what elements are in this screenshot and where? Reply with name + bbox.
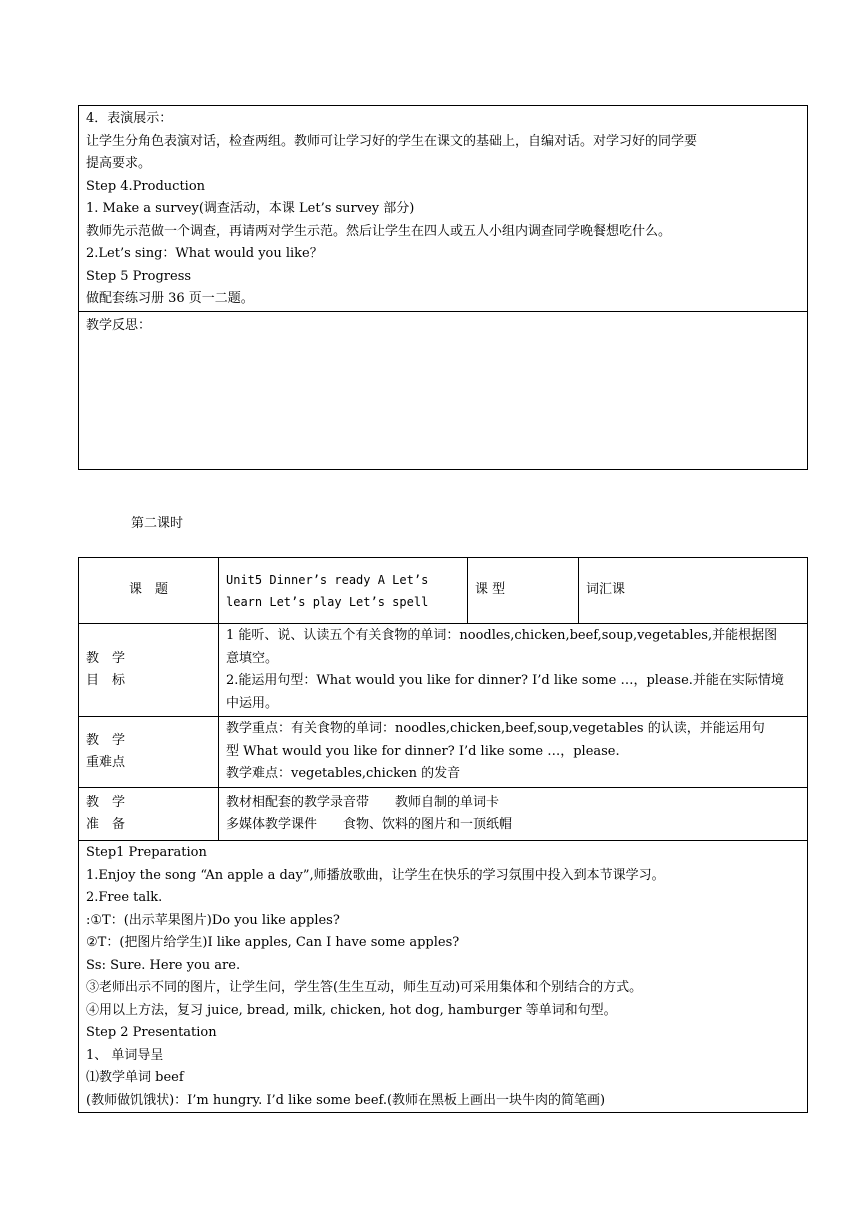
text-line: 提高要求。 [86,156,152,171]
text-line: 中运用。 [226,695,279,711]
key-points-label: 教 学 [86,732,126,748]
preparation-cell [219,788,808,841]
text-line: 教材相配套的教学录音带 教师自制的单词卡 [226,794,500,810]
reflection-label: 教学反思： [86,317,152,333]
text-line: Step 2 Presentation [86,1025,217,1040]
key-points-label-cell [79,717,219,788]
lesson-table-2 [78,557,808,1113]
reflection-cell [79,311,808,469]
text-line: 教学重点：有关食物的单词：noodles,chicken,beef,soup,vegetables 的认读，并能运用句 [226,721,765,736]
text-line: 4．表演展示： [86,111,173,126]
text-line: 让学生分角色表演对话，检查两组。教师可让学习好的学生在课文的基础上，自编对话。对学习好的同学要 [86,133,698,149]
text-line: Step 4.Production [86,178,206,194]
procedure-cell [79,841,808,1113]
type-value-cell [579,558,808,624]
section-title: 第二课时 [131,516,184,531]
text-line: Step1 Preparation [86,845,207,860]
type-value: 词汇课 [586,582,626,598]
topic-label-cell [79,558,219,624]
preparation-label-cell [79,788,219,841]
objectives-label: 教 学 [86,650,126,666]
text-line: 多媒体教学课件 食物、饮料的图片和一顶纸帽 [226,817,513,832]
text-line: 意填空。 [226,650,279,666]
topic-title-line: Unit5 Dinner’s ready A Let’s [226,572,429,587]
key-points-label: 重难点 [86,755,126,770]
text-line: Ss: Sure. Here you are. [86,957,241,973]
text-line: :①T：(出示苹果图片)Do you like apples? [86,912,340,928]
text-line: 1. Make a survey(调查活动，本课 Let’s survey 部分) [86,201,415,216]
text-line: 型 What would you like for dinner? I’d like some …，please. [226,743,620,759]
text-line: 1.Enjoy the song “An apple a day”,师播放歌曲，让学生在快乐的学习氛围中投入到本节课学习。 [86,867,665,883]
objectives-label: 目 标 [86,673,126,688]
topic-value-cell [219,558,468,624]
text-line: ④用以上方法，复习 juice, bread, milk, chicken, hot dog, hamburger 等单词和句型。 [86,1002,617,1018]
objectives-cell [219,624,808,717]
type-label-cell [468,558,579,624]
lesson-steps-cell [79,106,808,312]
text-line: 2.能运用句型：What would you like for dinner? I’d like some …，please.并能在实际情境 [226,673,784,688]
text-line: 做配套练习册 36 页一二题。 [86,291,254,306]
topic-title-line: learn Let’s play Let’s spell [226,594,429,609]
type-label: 课 型 [475,582,506,598]
objectives-label-cell [79,624,219,717]
preparation-label: 教 学 [86,794,126,810]
text-line: (教师做饥饿状)：I’m hungry. I’d like some beef.(教师在黑板上画出一块牛肉的简笔画) [86,1092,606,1108]
key-points-cell [219,717,808,788]
text-line: Step 5 Progress [86,268,192,284]
text-line: 教学难点：vegetables,chicken 的发音 [226,766,461,781]
text-line: 教师先示范做一个调查，再请两对学生示范。然后让学生在四人或五人小组内调查同学晚餐想吃什么。 [86,223,672,239]
text-line: ⑴教学单词 beef [86,1070,184,1085]
text-line: 2.Let’s sing：What would you like？ [86,246,323,261]
text-line: ②T：(把图片给学生)I like apples, Can I have some apples? [86,935,460,950]
text-line: ③老师出示不同的图片，让学生问，学生答(生生互动，师生互动)可采用集体和个别结合的方式。 [86,980,643,995]
text-line: 1、 单词导呈 [86,1047,164,1063]
text-line: 2.Free talk. [86,890,163,905]
text-line: 1 能听、说、认读五个有关食物的单词：noodles,chicken,beef,soup,vegetables,并能根据图 [226,628,778,643]
topic-label: 课 题 [128,582,168,598]
preparation-label: 准 备 [86,817,126,832]
lesson-table-1 [78,105,808,470]
